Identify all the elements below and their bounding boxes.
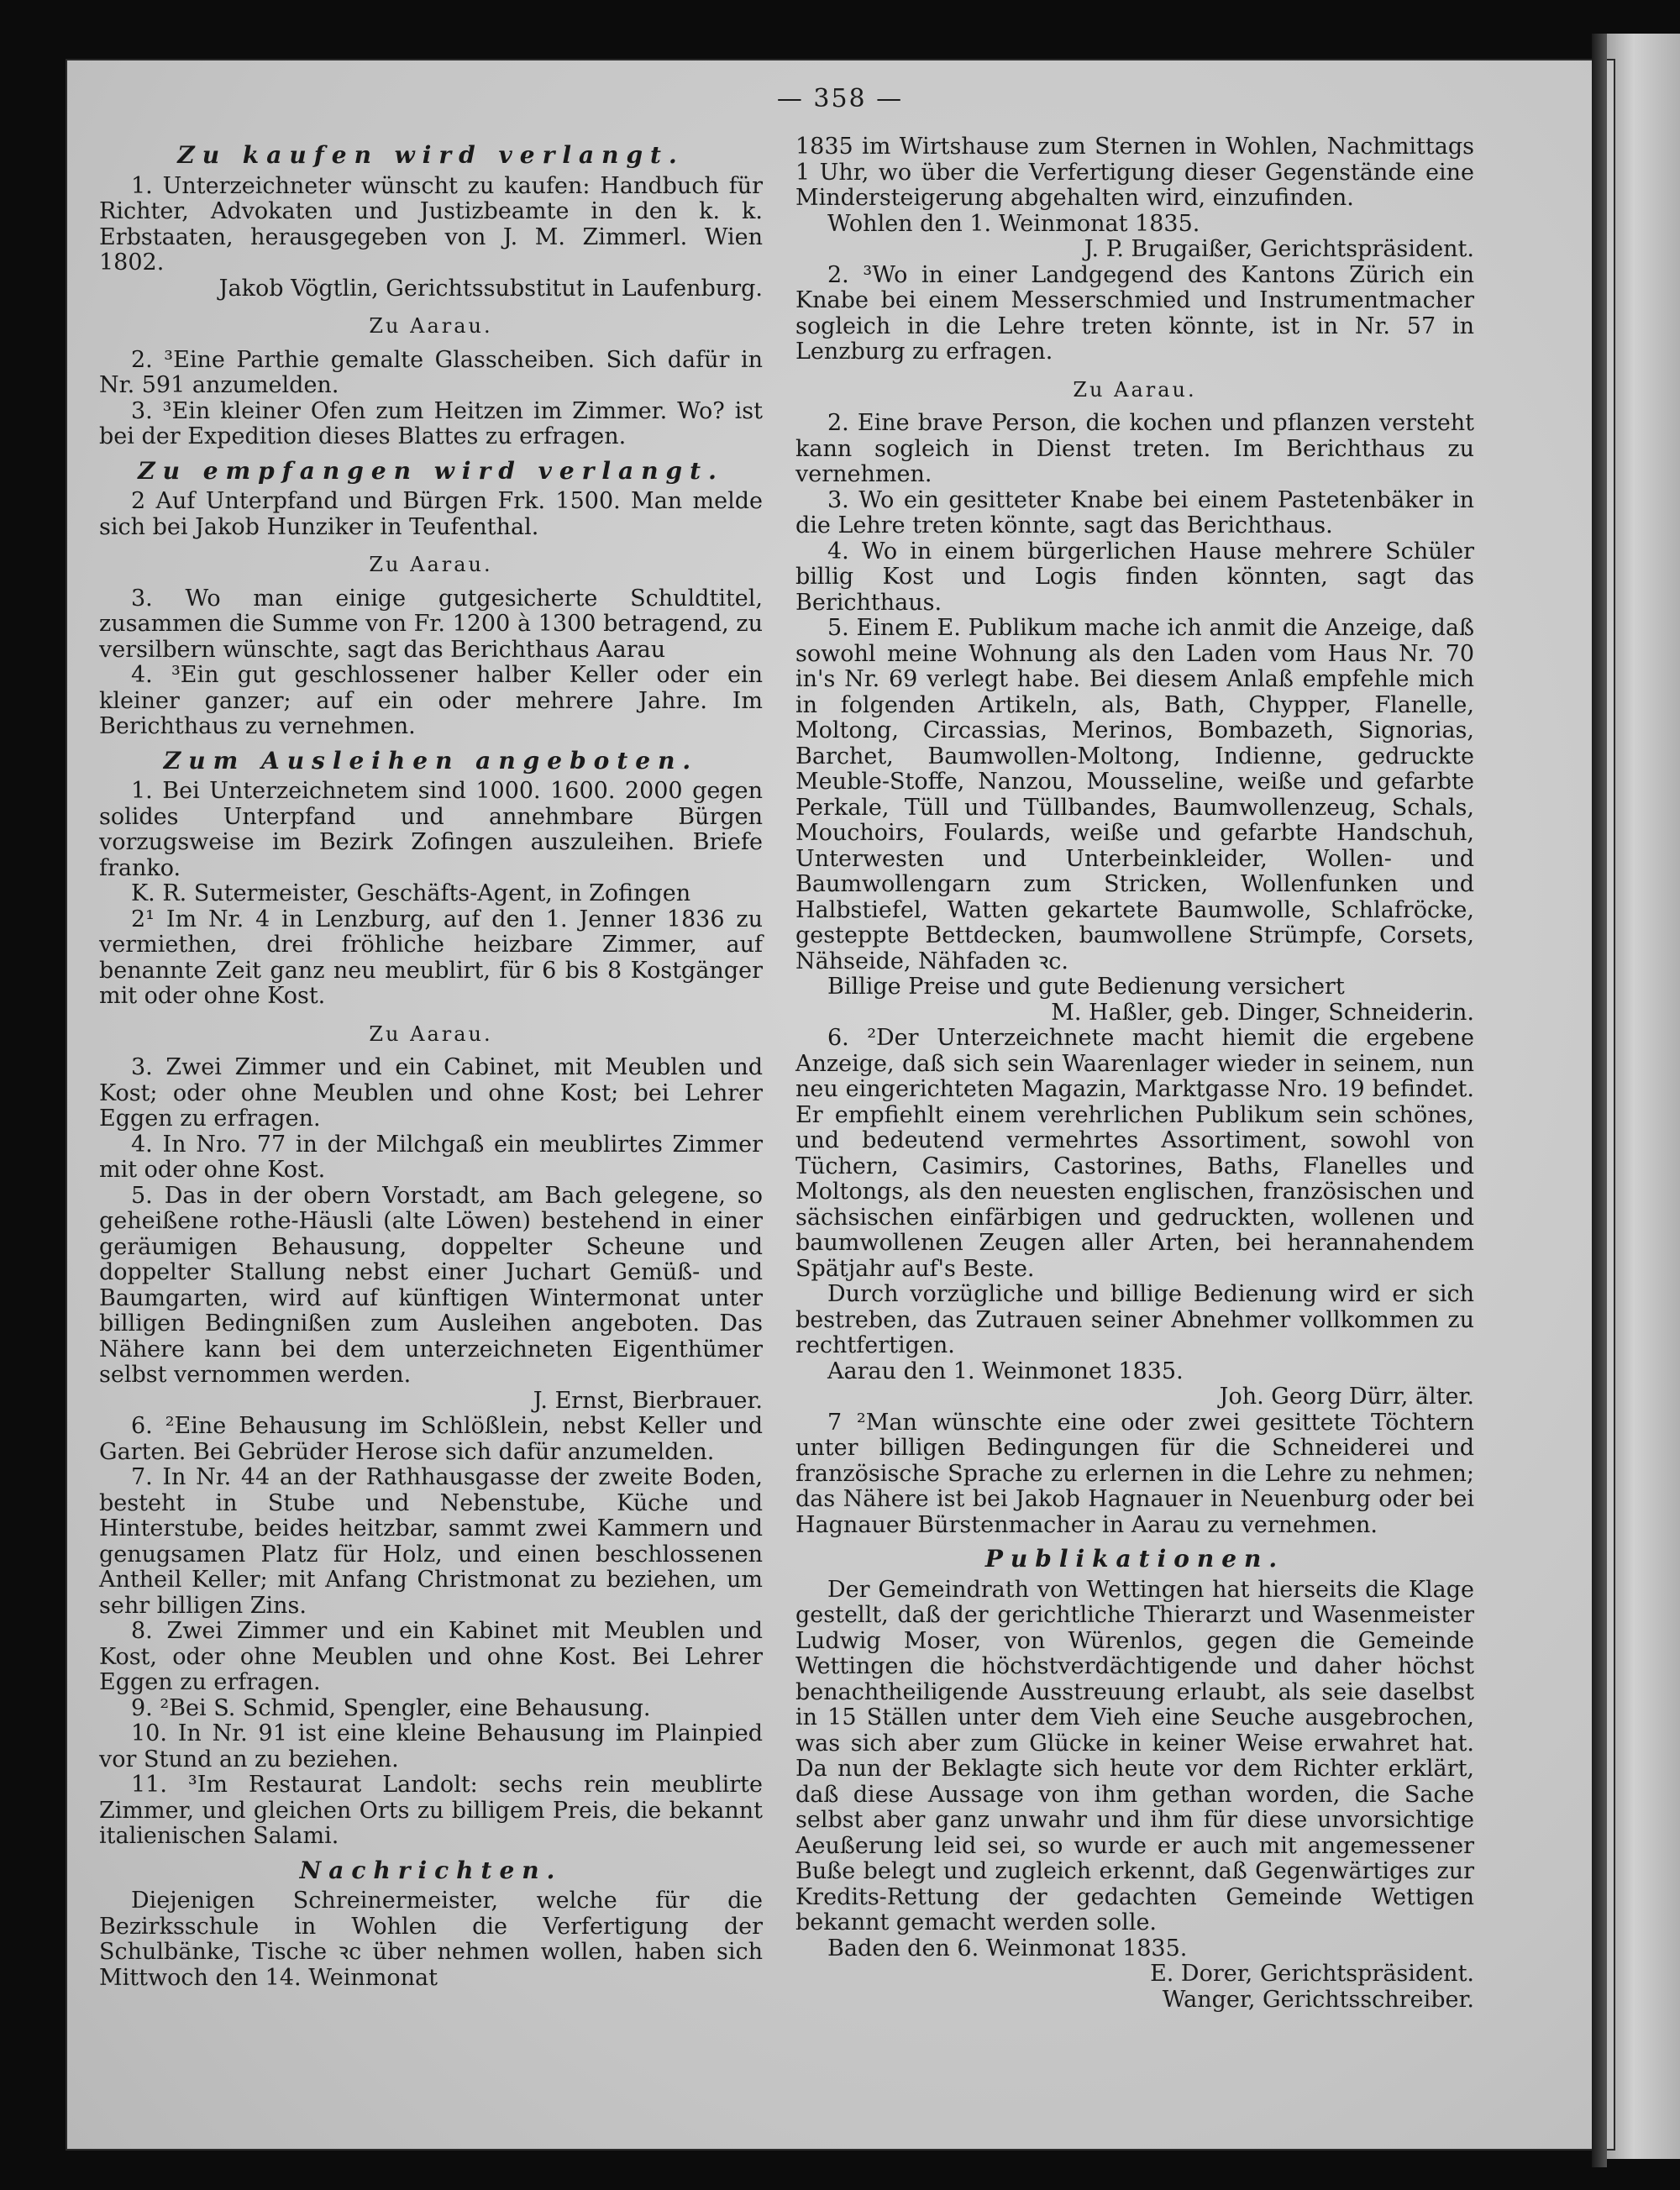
notice-paragraph: 2. ³Wo in einer Landgegend des Kantons Zürich ein Knabe bei einem Messerschmied und Instrumentmacher sogleich in die Lehre treten könnte, ist in Nr. 57 in Lenzburg zu erfragen. [795, 261, 1474, 365]
notice-paragraph: 3. Wo man einige gutgesicherte Schuldtitel, zusammen die Summe von Fr. 1200 à 1300 betragend, zu versilbern wünschte, sagt das Berichthaus Aarau [99, 585, 763, 663]
dateline: Wohlen den 1. Weinmonat 1835. [827, 210, 1200, 237]
notice-paragraph: Der Gemeindrath von Wettingen hat hierseits die Klage gestellt, daß der gerichtliche Thierarzt und Wasenmeister Ludwig Moser, von Würenlos, gegen die Gemeinde Wettingen die höchstverdächtigende und daher höchst benachtheiligende Ausstreuung erlaubt, als seie daselbst in 15 Ställen unter dem Vieh eine Seuche ausgebrochen, was sich aber zum Glücke in keiner Weise erwahret hat. Da nun der Beklagte sich heute vor dem Richter erklärt, daß diese Aussage von ihm gethan worden, die Sache selbst aber ganz unwahr und ihm für diese unvorsichtige Aeußerung leid sei, so wurde er auch mit angemessener Buße belegt und zugleich erkennt, daß Gegenwärtiges zur Kredits-Rettung der gedachten Gemeinde Wettigen bekannt gemacht werden solle. [795, 1576, 1474, 1935]
signature: J. P. Brugaißer, Gerichtspräsident. [1084, 236, 1474, 262]
dateline: K. R. Sutermeister, Geschäfts-Agent, in Zofingen [131, 880, 691, 906]
subheading: Zu Aarau. [1073, 377, 1197, 402]
notice-paragraph: 11. ³Im Restaurat Landolt: sechs rein meublirte Zimmer, und gleichen Orts zu billigem Preis, die bekannt italienischen Salami. [99, 1772, 763, 1849]
notice-paragraph: 7 ²Man wünschte eine oder zwei gesittete Töchtern unter billigen Bedingungen für die Schneiderei und französische Sprache zu erlernen in die Lehre zu nehmen; das Nähere ist bei Jakob Hagnauer in Neuenburg oder bei Hagnauer Bürstenmacher in Aarau zu vernehmen. [795, 1409, 1474, 1538]
signature: Jakob Vögtlin, Gerichtssubstitut in Laufenburg. [218, 275, 763, 302]
signature: Wanger, Gerichtsschreiber. [1162, 1986, 1474, 2013]
notice-paragraph: 10. In Nr. 91 ist eine kleine Behausung im Plainpied vor Stund an zu beziehen. [99, 1720, 763, 1772]
notice-paragraph: 8. Zwei Zimmer und ein Kabinet mit Meublen und Kost, oder ohne Meublen und ohne Kost. Bei Lehrer Eggen zu erfragen. [99, 1618, 763, 1695]
notice-paragraph: 7. In Nr. 44 an der Rathhausgasse der zweite Boden, besteht in Stube und Nebenstube, Küche und Hinterstube, beides heitzbar, sammt zwei Kammern und genugsamen Platz für Holz, und einen beschlossenen Antheil Keller; mit Anfang Christmonat zu beziehen, um sehr billigen Zins. [99, 1464, 763, 1619]
signature: M. Haßler, geb. Dinger, Schneiderin. [1051, 999, 1474, 1026]
notice-paragraph: 5. Das in der obern Vorstadt, am Bach gelegene, so geheißene rothe-Häusli (alte Löwen) bestehend in einer geräumigen Behausung, doppelter Scheune und doppelter Stallung nebst einer Juchart Gemüß- und Baumgarten, wird auf künftigen Wintermonat unter billigen Bedingnißen zum Ausleihen angeboten. Das Nähere kann bei dem unterzeichneten Eigenthümer selbst vernommen werden. [99, 1182, 763, 1388]
signature: J. Ernst, Bierbrauer. [533, 1387, 763, 1414]
notice-paragraph: 4. In Nro. 77 in der Milchgaß ein meublirtes Zimmer mit oder ohne Kost. [99, 1131, 763, 1183]
notice-paragraph: Durch vorzügliche und billige Bedienung wird er sich bestreben, das Zutrauen seiner Abnehmer vollkommen zu rechtfertigen. [795, 1281, 1474, 1358]
notice-paragraph: 2 Auf Unterpfand und Bürgen Frk. 1500. Man melde sich bei Jakob Hunziker in Teufenthal. [99, 488, 763, 540]
page-number: — 358 — [776, 84, 904, 113]
notice-paragraph: Diejenigen Schreinermeister, welche für die Bezirksschule in Wohlen die Verfertigung der Schulbänke, Tische ꝛc über nehmen wollen, haben sich Mittwoch den 14. Weinmonat [99, 1888, 763, 1991]
notice-paragraph: 6. ²Eine Behausung im Schlößlein, nebst Keller und Garten. Bei Gebrüder Herose sich dafür anzumelden. [99, 1413, 763, 1465]
signature: Joh. Georg Dürr, älter. [1219, 1384, 1474, 1410]
left-column [99, 134, 763, 1991]
notice-paragraph: 5. Einem E. Publikum mache ich anmit die Anzeige, daß sowohl meine Wohnung als den Laden vom Haus Nr. 70 in's Nr. 69 verlegt habe. Bei diesem Anlaß empfehle mich in folgenden Artikeln, als, Bath, Chypper, Flanelle, Moltong, Circassias, Merinos, Bombazeth, Signorias, Barchet, Baumwollen-Moltong, Indienne, gedruckte Meuble-Stoffe, Nanzou, Mousseline, weiße und gefarbte Perkale, Tüll und Tüllbandes, Baumwollenzeug, Schals, Mouchoirs, Foulards, weiße und gefarbte Handschuh, Unterwesten und Unterbeinkleider, Wollen- und Baumwollengarn zum Stricken, Wollenfunken und Halbstiefel, Watten gekartete Baumwolle, Schlafröcke, gesteppte Bettdecken, baumwollene Strümpfe, Corsets, Nähseide, Nähfaden ꝛc. [795, 615, 1474, 974]
notice-paragraph: 2¹ Im Nr. 4 in Lenzburg, auf den 1. Jenner 1836 zu vermiethen, drei fröhliche heizbare Zimmer, auf benannte Zeit ganz neu meublirt, für 6 bis 8 Kostgänger mit oder ohne Kost. [99, 906, 763, 1009]
dateline: Billige Preise und gute Bedienung versichert [827, 974, 1345, 1000]
notice-paragraph: 9. ²Bei S. Schmid, Spengler, eine Behausung. [131, 1694, 651, 1721]
subheading: Zu Aarau. [369, 553, 493, 576]
section-heading: Zum Ausleihen angeboten. [163, 746, 699, 775]
notice-paragraph: 6. ²Der Unterzeichnete macht hiemit die ergebene Anzeige, daß sich sein Waarenlager wieder in seinem, nun neu eingerichteten Magazin, Marktgasse Nro. 19 befindet. Er empfiehlt einem verehrlichen Publikum sein schönes, und bedeutend vermehrtes Assortiment, sowohl von Tüchern, Casimirs, Castorines, Baths, Flanelles und Moltongs, als den neuesten englischen, französischen und sächsischen einfärbigen und gedruckten, wollenen und baumwollenen Zeugen aller Arten, bei herannahendem Spätjahr auf's Beste. [795, 1025, 1474, 1282]
subheading: Zu Aarau. [369, 1021, 493, 1046]
notice-continuation: 1835 im Wirtshause zum Sternen in Wohlen, Nachmittags 1 Uhr, wo über die Verfertigung dieser Gegenstände eine Mindersteigerung abgehalten wird, einzufinden. [795, 134, 1474, 211]
notice-paragraph: 1. Unterzeichneter wünscht zu kaufen: Handbuch für Richter, Advokaten und Justizbeamte in den k. k. Erbstaaten, herausgegeben von J. M. Zimmerl. Wien 1802. [99, 172, 763, 276]
dateline: Aarau den 1. Weinmonet 1835. [827, 1358, 1184, 1384]
section-heading: Nachrichten. [299, 1856, 563, 1884]
dateline: Baden den 6. Weinmonat 1835. [827, 1935, 1188, 1962]
notice-paragraph: 4. Wo in einem bürgerlichen Hause mehrere Schüler billig Kost und Logis finden könnten, sagt das Berichthaus. [795, 538, 1474, 616]
section-heading: Zu kaufen wird verlangt. [177, 141, 685, 169]
right-column [795, 134, 1474, 2013]
notice-paragraph: 3. Zwei Zimmer und ein Cabinet, mit Meublen und Kost; oder ohne Meublen und ohne Kost; bei Lehrer Eggen zu erfragen. [99, 1054, 763, 1132]
notice-paragraph: 2. ³Eine Parthie gemalte Glasscheiben. Sich dafür in Nr. 591 anzumelden. [99, 346, 763, 398]
notice-paragraph: 3. Wo ein gesitteter Knabe bei einem Pastetenbäker in die Lehre treten könnte, sagt das Berichthaus. [795, 486, 1474, 538]
signature: E. Dorer, Gerichtspräsident. [1150, 1961, 1474, 1987]
notice-paragraph: 1. Bei Unterzeichnetem sind 1000. 1600. 2000 gegen solides Unterpfand und annehmbare Bürgen vorzugsweise im Bezirk Zofingen auszuleihen. Briefe franko. [99, 778, 763, 881]
section-heading: Publikationen. [984, 1545, 1285, 1573]
section-heading: Zu empfangen wird verlangt. [138, 456, 724, 485]
notice-paragraph: 2. Eine brave Person, die kochen und pflanzen versteht kann sogleich in Dienst treten. Im Berichthaus zu vernehmen. [795, 410, 1474, 487]
notice-paragraph: 3. ³Ein kleiner Ofen zum Heitzen im Zimmer. Wo? ist bei der Expedition dieses Blattes zu erfragen. [99, 397, 763, 449]
subheading: Zu Aarau. [369, 314, 493, 338]
binding-spine [1592, 34, 1607, 2167]
notice-paragraph: 4. ³Ein gut geschlossener halber Keller oder ein kleiner ganzer; auf ein oder mehrere Jahre. Im Berichthaus zu vernehmen. [99, 662, 763, 739]
